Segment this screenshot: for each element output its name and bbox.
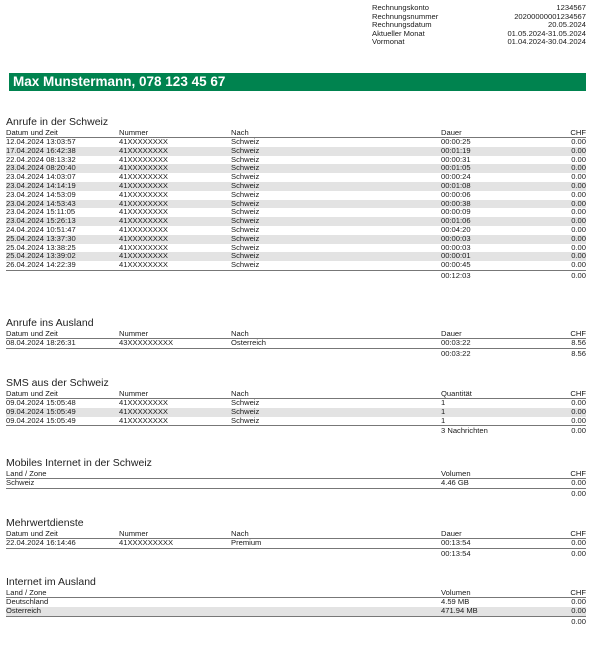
- table-cell: 00:00:06: [441, 190, 471, 199]
- table-cell: Schweiz: [231, 261, 441, 270]
- table-header: [6, 529, 586, 539]
- table-row: [6, 417, 586, 426]
- table-cell: 1: [441, 408, 551, 417]
- section-title: Mehrwertdienste: [6, 517, 84, 529]
- table-row: [6, 235, 586, 244]
- table-row: [6, 598, 586, 607]
- table-cell: 41XXXXXXXX: [119, 225, 168, 234]
- meta-label: Rechnungsnummer: [372, 11, 439, 21]
- column-header: Dauer: [441, 529, 551, 539]
- column-header: CHF: [551, 529, 586, 539]
- table-row: [6, 244, 586, 253]
- column-header: CHF: [551, 469, 586, 479]
- table-cell: 41XXXXXXXX: [119, 182, 231, 191]
- column-header: Nach: [231, 529, 441, 539]
- column-header: Dauer: [441, 128, 551, 138]
- table-cell: Schweiz: [231, 398, 260, 407]
- section-title: SMS aus der Schweiz: [6, 377, 109, 389]
- table-cell: Schweiz: [231, 173, 260, 182]
- table-cell: Schweiz: [231, 408, 441, 417]
- table-cell: Schweiz: [231, 164, 441, 173]
- total-empty: [441, 616, 551, 627]
- meta-value: 20.05.2024: [547, 20, 586, 30]
- table-cell: Schweiz: [231, 147, 441, 156]
- total-empty: [231, 348, 441, 359]
- table-cell: 1: [441, 398, 446, 407]
- section-title: Mobiles Internet in der Schweiz: [6, 457, 152, 469]
- table-cell: 23.04.2024 14:53:43: [6, 200, 119, 209]
- table-cell: 41XXXXXXXX: [119, 137, 168, 146]
- table-cell: 00:13:54: [441, 539, 551, 549]
- table-row: [6, 156, 586, 165]
- total-empty: [231, 270, 441, 281]
- value-added-table: [6, 529, 586, 559]
- table-cell: Schweiz: [231, 252, 441, 261]
- table-cell: 471.94 MB: [441, 607, 551, 616]
- table-row: [6, 226, 586, 235]
- header-row: [6, 588, 586, 598]
- table-cell: 00:03:22: [441, 339, 551, 349]
- column-header: Land / Zone: [6, 588, 441, 598]
- table-cell: Schweiz: [231, 200, 441, 209]
- table-cell: 00:00:31: [441, 155, 471, 164]
- column-header: Nach: [231, 128, 441, 138]
- table-cell: Schweiz: [231, 190, 260, 199]
- table-cell: 00:00:25: [441, 137, 471, 146]
- table-cell: 23.04.2024 08:20:40: [6, 164, 119, 173]
- table-cell: 00:00:01: [441, 252, 551, 261]
- table-cell: 0.00: [551, 164, 586, 173]
- table-cell: 25.04.2024 13:37:30: [6, 235, 119, 244]
- total-row: [6, 616, 586, 627]
- calls-switzerland-table: [6, 128, 586, 281]
- column-header: Nach: [231, 329, 441, 339]
- header-row: [6, 469, 586, 479]
- table-cell: Premium: [231, 539, 441, 549]
- table-row: [6, 164, 586, 173]
- meta-label: Rechnungskonto: [372, 3, 429, 12]
- table-row: [6, 539, 586, 549]
- total-empty: [6, 270, 119, 281]
- column-header: Volumen: [441, 588, 551, 598]
- table-cell: 41XXXXXXXXX: [119, 539, 231, 549]
- table-header: [6, 389, 586, 399]
- table-cell: 41XXXXXXXX: [119, 147, 231, 156]
- total-empty: [231, 426, 441, 437]
- table-body: [6, 138, 586, 281]
- table-header: [6, 128, 586, 138]
- table-cell: 41XXXXXXXX: [119, 417, 231, 426]
- total-empty: [6, 348, 119, 359]
- table-row: [6, 200, 586, 209]
- sms-switzerland-table: [6, 389, 586, 436]
- total-empty: [119, 426, 231, 437]
- section-internet-abroad: [6, 576, 586, 627]
- table-cell: 0.00: [571, 243, 586, 252]
- meta-value: 01.04.2024-30.04.2024: [507, 37, 586, 47]
- column-header: Nummer: [119, 128, 231, 138]
- table-cell: 0.00: [551, 200, 586, 209]
- table-cell: 1: [441, 417, 551, 426]
- meta-label: Vormonat: [372, 37, 405, 47]
- total-chf: 0.00: [571, 548, 586, 558]
- column-header: Volumen: [441, 469, 551, 479]
- table-cell: 0.00: [551, 217, 586, 226]
- table-cell: 23.04.2024 15:11:05: [6, 208, 76, 217]
- table-body: [6, 479, 586, 499]
- column-header: CHF: [551, 128, 586, 138]
- table-cell: 0.00: [571, 173, 586, 182]
- internet-abroad-table: [6, 588, 586, 627]
- table-cell: 41XXXXXXXX: [119, 200, 231, 209]
- customer-banner: Max Munstermann, 078 123 45 67: [9, 73, 586, 91]
- table-cell: 00:00:03: [441, 235, 551, 244]
- table-cell: 09.04.2024 15:05:48: [6, 398, 76, 407]
- table-cell: 17.04.2024 16:42:38: [6, 147, 119, 156]
- table-cell: 43XXXXXXXXX: [119, 339, 231, 349]
- calls-abroad-table: [6, 329, 586, 359]
- table-cell: 0.00: [551, 147, 586, 156]
- table-cell: 41XXXXXXXX: [119, 208, 168, 217]
- section-title: Anrufe ins Ausland: [6, 317, 94, 329]
- table-body: [6, 339, 586, 359]
- table-cell: 00:00:24: [441, 173, 471, 182]
- column-header: Datum und Zeit: [6, 389, 119, 399]
- table-cell: Schweiz: [231, 235, 441, 244]
- table-cell: Schweiz: [231, 243, 260, 252]
- table-cell: 41XXXXXXXX: [119, 252, 231, 261]
- section-calls-switzerland: [6, 116, 586, 281]
- section-value-added-services: [6, 517, 586, 559]
- table-cell: 41XXXXXXXX: [119, 398, 168, 407]
- column-header: Datum und Zeit: [6, 529, 119, 539]
- table-cell: 41XXXXXXXX: [119, 217, 231, 226]
- total-chf: 0.00: [571, 426, 586, 436]
- total-empty: [6, 426, 119, 437]
- table-cell: Deutschland: [6, 597, 49, 606]
- total-empty: [119, 270, 231, 281]
- table-cell: Schweiz: [231, 417, 441, 426]
- table-cell: Schweiz: [231, 182, 441, 191]
- total-empty: [6, 616, 441, 627]
- table-cell: 23.04.2024 14:03:07: [6, 173, 76, 182]
- table-row: [6, 252, 586, 261]
- table-row: [6, 261, 586, 270]
- table-cell: 41XXXXXXXX: [119, 155, 168, 164]
- column-header: Land / Zone: [6, 469, 441, 479]
- column-header: CHF: [551, 329, 586, 339]
- table-cell: 22.04.2024 08:13:32: [6, 155, 76, 164]
- meta-label: Aktueller Monat: [372, 28, 425, 38]
- total-row: [6, 426, 586, 437]
- table-cell: 25.04.2024 13:38:25: [6, 243, 76, 252]
- table-row: [6, 339, 586, 349]
- table-cell: 0.00: [551, 182, 586, 191]
- meta-label: Rechnungsdatum: [372, 20, 432, 30]
- table-cell: 41XXXXXXXX: [119, 190, 168, 199]
- table-cell: 0.00: [551, 261, 586, 270]
- table-header: [6, 329, 586, 339]
- table-cell: Schweiz: [6, 479, 441, 489]
- table-cell: 09.04.2024 15:05:49: [6, 417, 119, 426]
- table-cell: 00:00:38: [441, 200, 551, 209]
- total-chf: 0.00: [571, 616, 586, 626]
- table-cell: 0.00: [571, 597, 586, 606]
- meta-value: 1234567: [556, 3, 586, 12]
- column-header: CHF: [551, 588, 586, 598]
- table-cell: 12.04.2024 13:03:57: [6, 137, 76, 146]
- column-header: CHF: [551, 389, 586, 399]
- table-cell: 08.04.2024 18:26:31: [6, 339, 119, 349]
- table-cell: 0.00: [551, 417, 586, 426]
- table-body: [6, 598, 586, 627]
- table-cell: 0.00: [571, 225, 586, 234]
- table-cell: Schweiz: [231, 155, 260, 164]
- column-header: Quantität: [441, 389, 551, 399]
- total-chf: 8.56: [571, 348, 586, 358]
- meta-value: 01.05.2024-31.05.2024: [507, 28, 586, 38]
- table-cell: 0.00: [571, 398, 586, 407]
- header-row: [6, 329, 586, 339]
- table-header: [6, 469, 586, 479]
- table-cell: Schweiz: [231, 217, 441, 226]
- table-row: [6, 408, 586, 417]
- total-quantity: 3 Nachrichten: [441, 426, 488, 436]
- total-empty: [119, 348, 231, 359]
- table-cell: 0.00: [551, 252, 586, 261]
- table-cell: 00:01:19: [441, 147, 551, 156]
- total-row: [6, 348, 586, 359]
- table-cell: 00:01:05: [441, 164, 551, 173]
- table-cell: 0.00: [571, 208, 586, 217]
- column-header: Nummer: [119, 389, 231, 399]
- table-cell: Schweiz: [231, 225, 260, 234]
- table-row: [6, 208, 586, 217]
- table-cell: 0.00: [551, 408, 586, 417]
- header-row: [6, 529, 586, 539]
- total-row: [6, 488, 586, 499]
- column-header: Nummer: [119, 329, 231, 339]
- table-row: [6, 138, 586, 147]
- table-cell: Schweiz: [231, 137, 260, 146]
- table-cell: 41XXXXXXXX: [119, 164, 231, 173]
- section-calls-abroad: [6, 317, 586, 359]
- table-cell: 41XXXXXXXX: [119, 261, 231, 270]
- total-chf: 0.00: [571, 488, 586, 498]
- total-quantity: 00:03:22: [441, 348, 471, 358]
- table-row: [6, 607, 586, 616]
- table-cell: 23.04.2024 14:53:09: [6, 190, 76, 199]
- table-body: [6, 399, 586, 437]
- column-header: Datum und Zeit: [6, 128, 119, 138]
- column-header: Datum und Zeit: [6, 329, 119, 339]
- table-row: [6, 191, 586, 200]
- table-cell: 4.59 MB: [441, 597, 470, 606]
- table-cell: 00:01:06: [441, 217, 551, 226]
- table-cell: 0.00: [551, 479, 586, 489]
- table-cell: 00:01:08: [441, 182, 551, 191]
- table-cell: 09.04.2024 15:05:49: [6, 408, 119, 417]
- internet-switzerland-table: [6, 469, 586, 499]
- column-header: Nach: [231, 389, 441, 399]
- table-cell: 41XXXXXXXX: [119, 173, 168, 182]
- table-cell: 00:00:09: [441, 208, 471, 217]
- table-cell: 8.56: [551, 339, 586, 349]
- table-cell: 22.04.2024 16:14:46: [6, 539, 119, 549]
- table-row: [6, 217, 586, 226]
- table-cell: 0.00: [551, 235, 586, 244]
- meta-row-previous-month: [372, 38, 586, 47]
- total-empty: [441, 488, 551, 499]
- table-cell: 4.46 GB: [441, 479, 551, 489]
- table-cell: 25.04.2024 13:39:02: [6, 252, 119, 261]
- table-cell: 23.04.2024 14:14:19: [6, 182, 119, 191]
- table-cell: 0.00: [551, 539, 586, 549]
- section-internet-switzerland: [6, 457, 586, 499]
- table-cell: 41XXXXXXXX: [119, 243, 168, 252]
- meta-value: 20200000001234567: [514, 11, 586, 21]
- total-empty: [231, 548, 441, 559]
- table-cell: 0.00: [571, 137, 586, 146]
- total-empty: [6, 548, 119, 559]
- section-sms-switzerland: [6, 377, 586, 436]
- table-cell: Osterreich: [231, 339, 441, 349]
- table-cell: 00:00:45: [441, 261, 551, 270]
- table-cell: 24.04.2024 10:51:47: [6, 225, 76, 234]
- column-header: Nummer: [119, 529, 231, 539]
- total-quantity: 00:12:03: [441, 270, 471, 280]
- header-row: [6, 389, 586, 399]
- table-cell: 00:04:20: [441, 225, 471, 234]
- table-row: [6, 147, 586, 156]
- total-quantity: 00:13:54: [441, 548, 471, 558]
- invoice-meta: [372, 4, 586, 47]
- table-row: [6, 399, 586, 408]
- table-cell: Schweiz: [231, 208, 260, 217]
- table-row: [6, 173, 586, 182]
- table-cell: 0.00: [571, 155, 586, 164]
- column-header: Dauer: [441, 329, 551, 339]
- total-empty: [6, 488, 441, 499]
- table-cell: 00:00:03: [441, 243, 471, 252]
- table-row: [6, 182, 586, 191]
- table-row: [6, 479, 586, 489]
- total-row: [6, 270, 586, 281]
- section-title: Internet im Ausland: [6, 576, 96, 588]
- section-title: Anrufe in der Schweiz: [6, 116, 109, 128]
- table-cell: 41XXXXXXXX: [119, 235, 231, 244]
- table-cell: 41XXXXXXXX: [119, 408, 231, 417]
- table-cell: 0.00: [551, 607, 586, 616]
- total-empty: [119, 548, 231, 559]
- table-cell: 0.00: [571, 190, 586, 199]
- table-header: [6, 588, 586, 598]
- total-chf: 0.00: [571, 270, 586, 280]
- table-cell: Österreich: [6, 607, 441, 616]
- table-body: [6, 539, 586, 559]
- total-row: [6, 548, 586, 559]
- table-cell: 23.04.2024 15:26:13: [6, 217, 119, 226]
- table-cell: 26.04.2024 14:22:39: [6, 261, 119, 270]
- header-row: [6, 128, 586, 138]
